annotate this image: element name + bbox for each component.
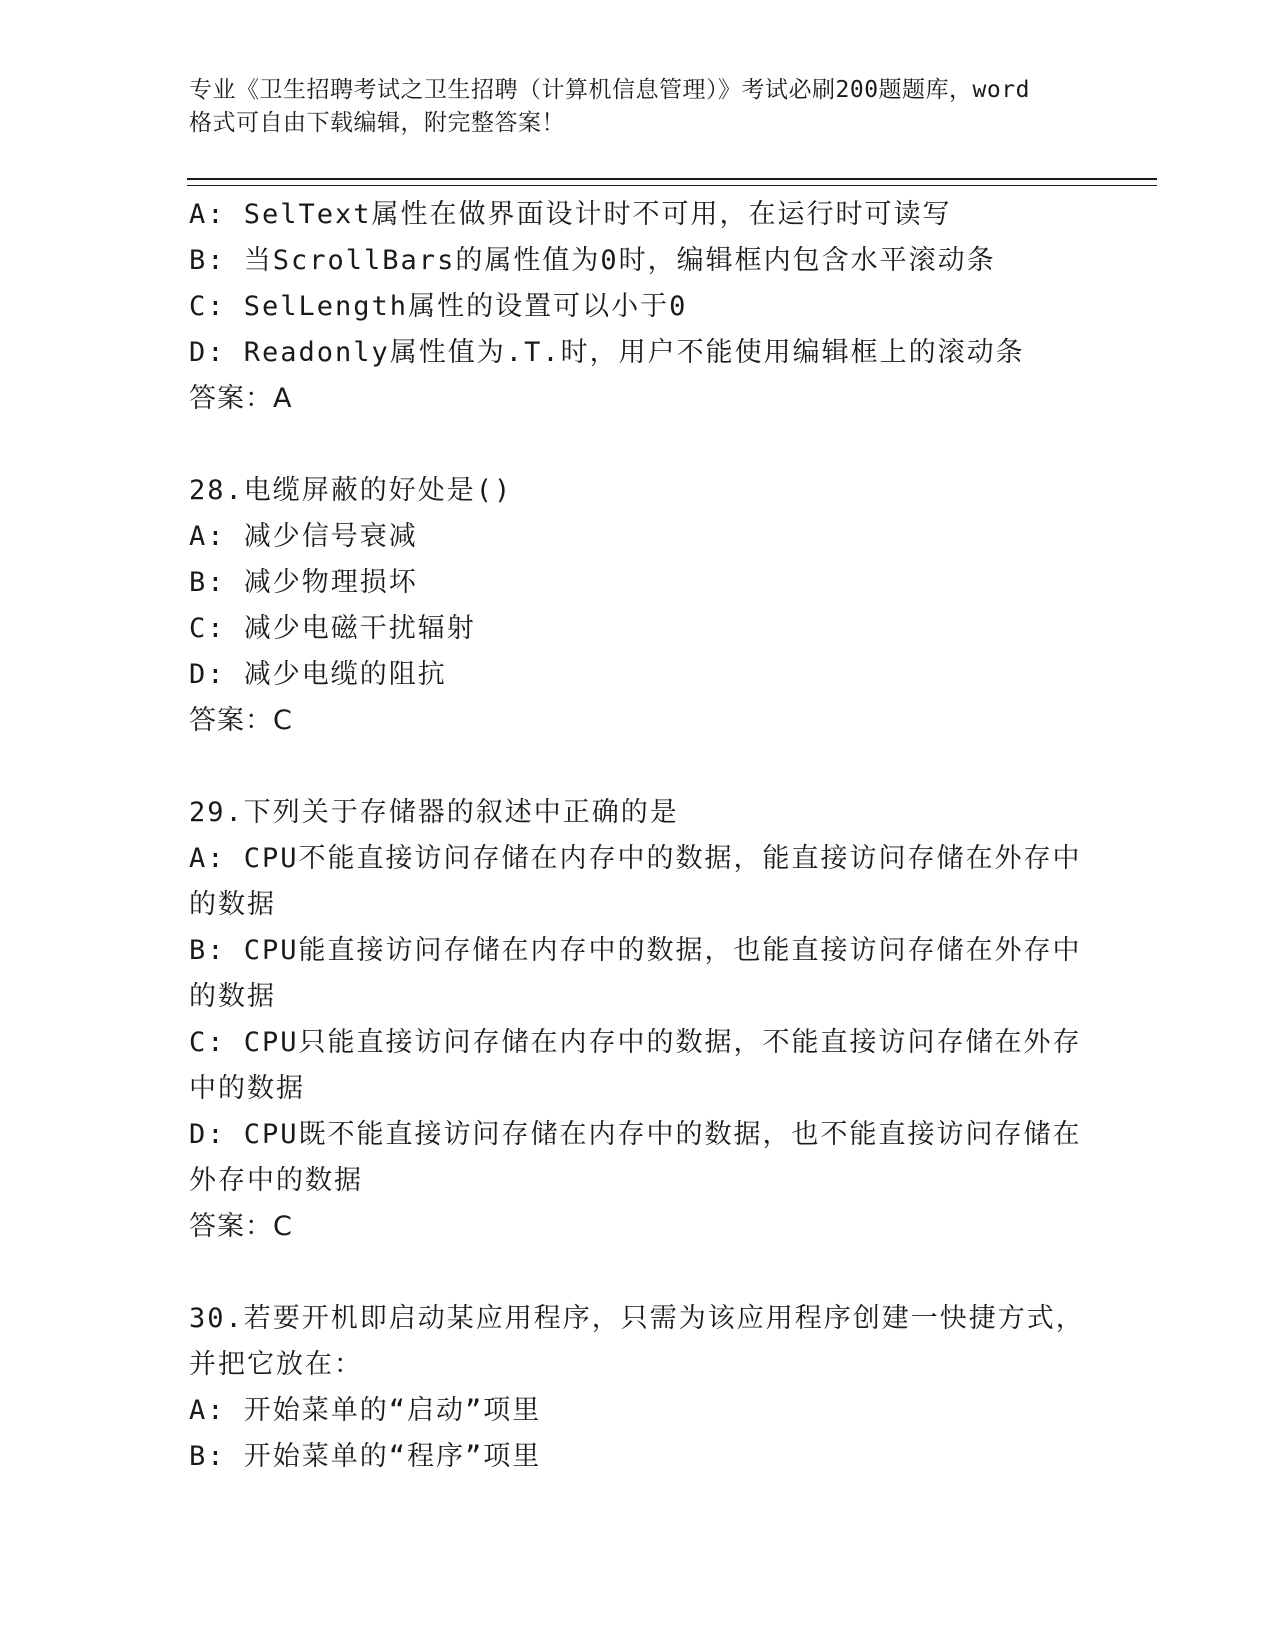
option-c-continued: 中的数据 — [189, 1073, 305, 1104]
spacer — [189, 744, 1069, 790]
header-line-2: 格式可自由下载编辑，附完整答案！ — [189, 110, 565, 136]
option-c: C: 减少电磁干扰辐射 — [189, 613, 476, 644]
option-b: B: 当ScrollBars的属性值为0时，编辑框内包含水平滚动条 — [189, 245, 996, 276]
option-d: D: Readonly属性值为.T.时，用户不能使用编辑框上的滚动条 — [189, 337, 1025, 368]
question-stem: 30.若要开机即启动某应用程序，只需为该应用程序创建一快捷方式， — [189, 1303, 1085, 1334]
option-b-continued: 的数据 — [189, 981, 276, 1012]
option-c: C: CPU只能直接访问存储在内存中的数据，不能直接访问存储在外存 — [189, 1027, 1082, 1058]
option-d: D: CPU既不能直接访问存储在内存中的数据，也不能直接访问存储在 — [189, 1119, 1082, 1150]
option-b: B: 开始菜单的“程序”项里 — [189, 1441, 542, 1472]
option-a-continued: 的数据 — [189, 889, 276, 920]
question-stem: 29.下列关于存储器的叙述中正确的是 — [189, 797, 679, 828]
option-a: A: 开始菜单的“启动”项里 — [189, 1395, 542, 1426]
answer-line: 答案：C — [189, 705, 293, 736]
option-d-continued: 外存中的数据 — [189, 1165, 363, 1196]
answer-line: 答案：C — [189, 1211, 293, 1242]
question-stem-continued: 并把它放在： — [189, 1349, 363, 1380]
question-27-continued — [189, 192, 1069, 422]
question-28 — [189, 468, 1069, 744]
option-c: C: SelLength属性的设置可以小于0 — [189, 291, 688, 322]
option-b: B: CPU能直接访问存储在内存中的数据，也能直接访问存储在外存中 — [189, 935, 1082, 966]
spacer — [189, 422, 1069, 468]
page-header — [189, 74, 1089, 140]
question-29 — [189, 790, 1082, 1250]
question-30 — [189, 1296, 1085, 1480]
option-b: B: 减少物理损坏 — [189, 567, 418, 598]
header-divider — [187, 178, 1157, 186]
spacer — [189, 1250, 1069, 1296]
question-stem: 28.电缆屏蔽的好处是() — [189, 475, 513, 506]
header-line-1: 专业《卫生招聘考试之卫生招聘（计算机信息管理）》考试必刷200题题库，word — [189, 77, 1030, 103]
option-d: D: 减少电缆的阻抗 — [189, 659, 447, 690]
question-list — [189, 192, 1085, 1480]
option-a: A: 减少信号衰减 — [189, 521, 418, 552]
answer-line: 答案：A — [189, 383, 293, 414]
option-a: A: SelText属性在做界面设计时不可用，在运行时可读写 — [189, 199, 952, 230]
option-a: A: CPU不能直接访问存储在内存中的数据，能直接访问存储在外存中 — [189, 843, 1082, 874]
